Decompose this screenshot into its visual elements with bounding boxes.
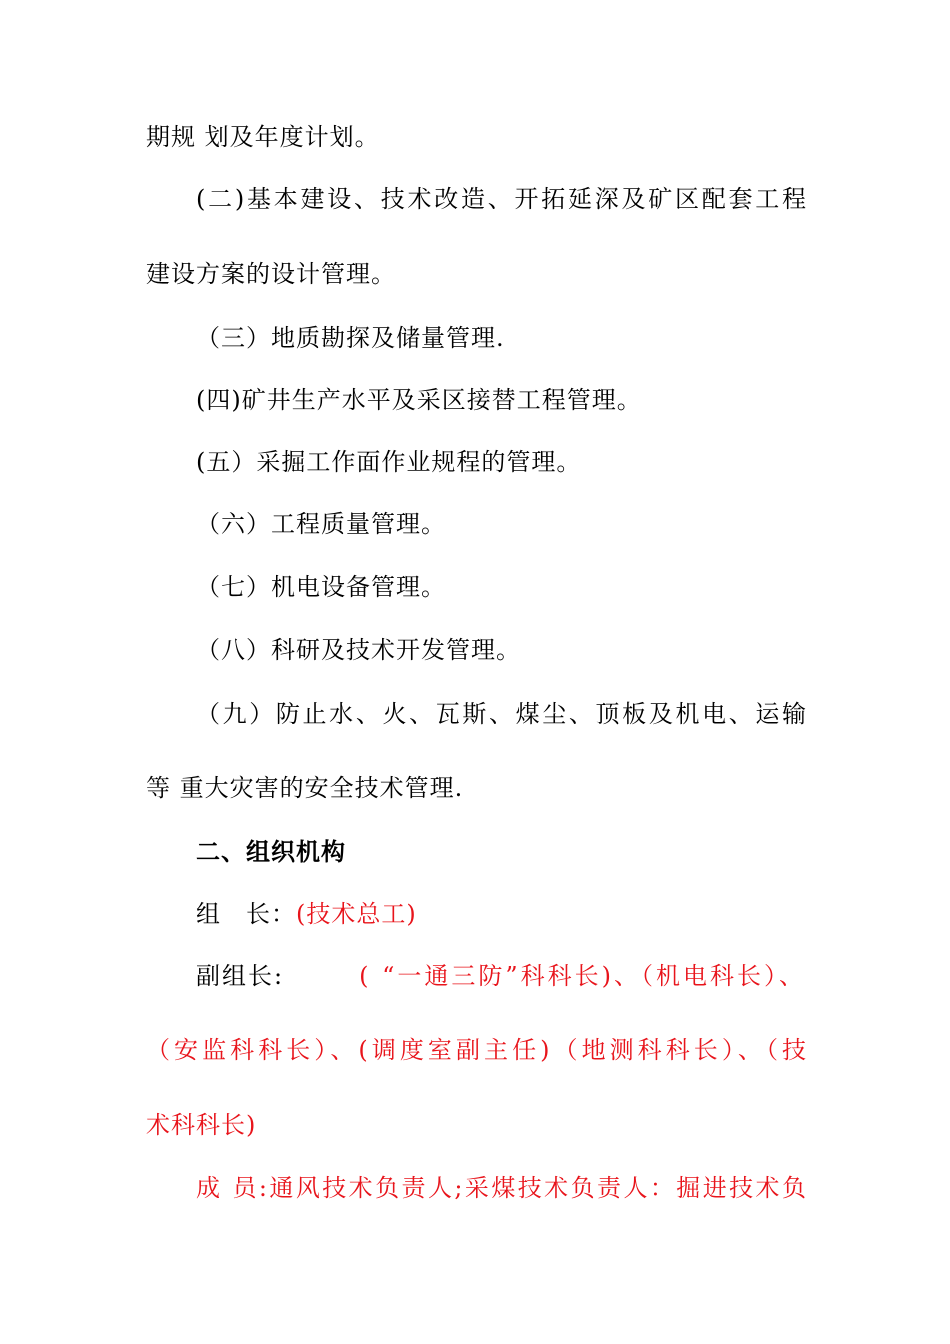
deputy-value-1: ( “一通三防”科科长)、（机电科长）、 — [359, 962, 806, 990]
section-heading: 二、组织机构 — [196, 837, 346, 866]
text-line-4: （三）地质勘探及储量管理. — [196, 324, 505, 352]
deputy-line-3: 术科科长) — [146, 1111, 257, 1139]
text-line-2: (二)基本建设、技术改造、开拓延深及矿区配套工程 — [196, 185, 806, 213]
leader-value: (技术总工) — [296, 900, 417, 928]
text-line-6: (五）采掘工作面作业规程的管理。 — [196, 448, 582, 476]
text-line-5: (四)矿井生产水平及采区接替工程管理。 — [196, 386, 642, 414]
deputy-line-2: （安监科科长）、(调度室副主任)（地测科科长）、（技 — [146, 1036, 806, 1064]
members-line: 成 员:通风技术负责人;采煤技术负责人：掘进技术负 — [196, 1174, 806, 1202]
leader-label: 组 长： — [196, 900, 296, 928]
text-line-1: 期规 划及年度计划。 — [146, 123, 380, 151]
text-line-8: （七）机电设备管理。 — [196, 573, 446, 601]
text-line-7: （六）工程质量管理。 — [196, 510, 446, 538]
text-line-9: （八）科研及技术开发管理。 — [196, 636, 521, 664]
text-line-10: （九）防止水、火、瓦斯、煤尘、顶板及机电、运输 — [196, 700, 806, 728]
deputy-line-1 — [196, 960, 806, 992]
text-line-3: 建设方案的设计管理。 — [146, 260, 396, 288]
deputy-label: 副组长: — [196, 962, 285, 990]
leader-line — [196, 898, 417, 930]
text-line-11: 等 重大灾害的安全技术管理. — [146, 774, 464, 802]
